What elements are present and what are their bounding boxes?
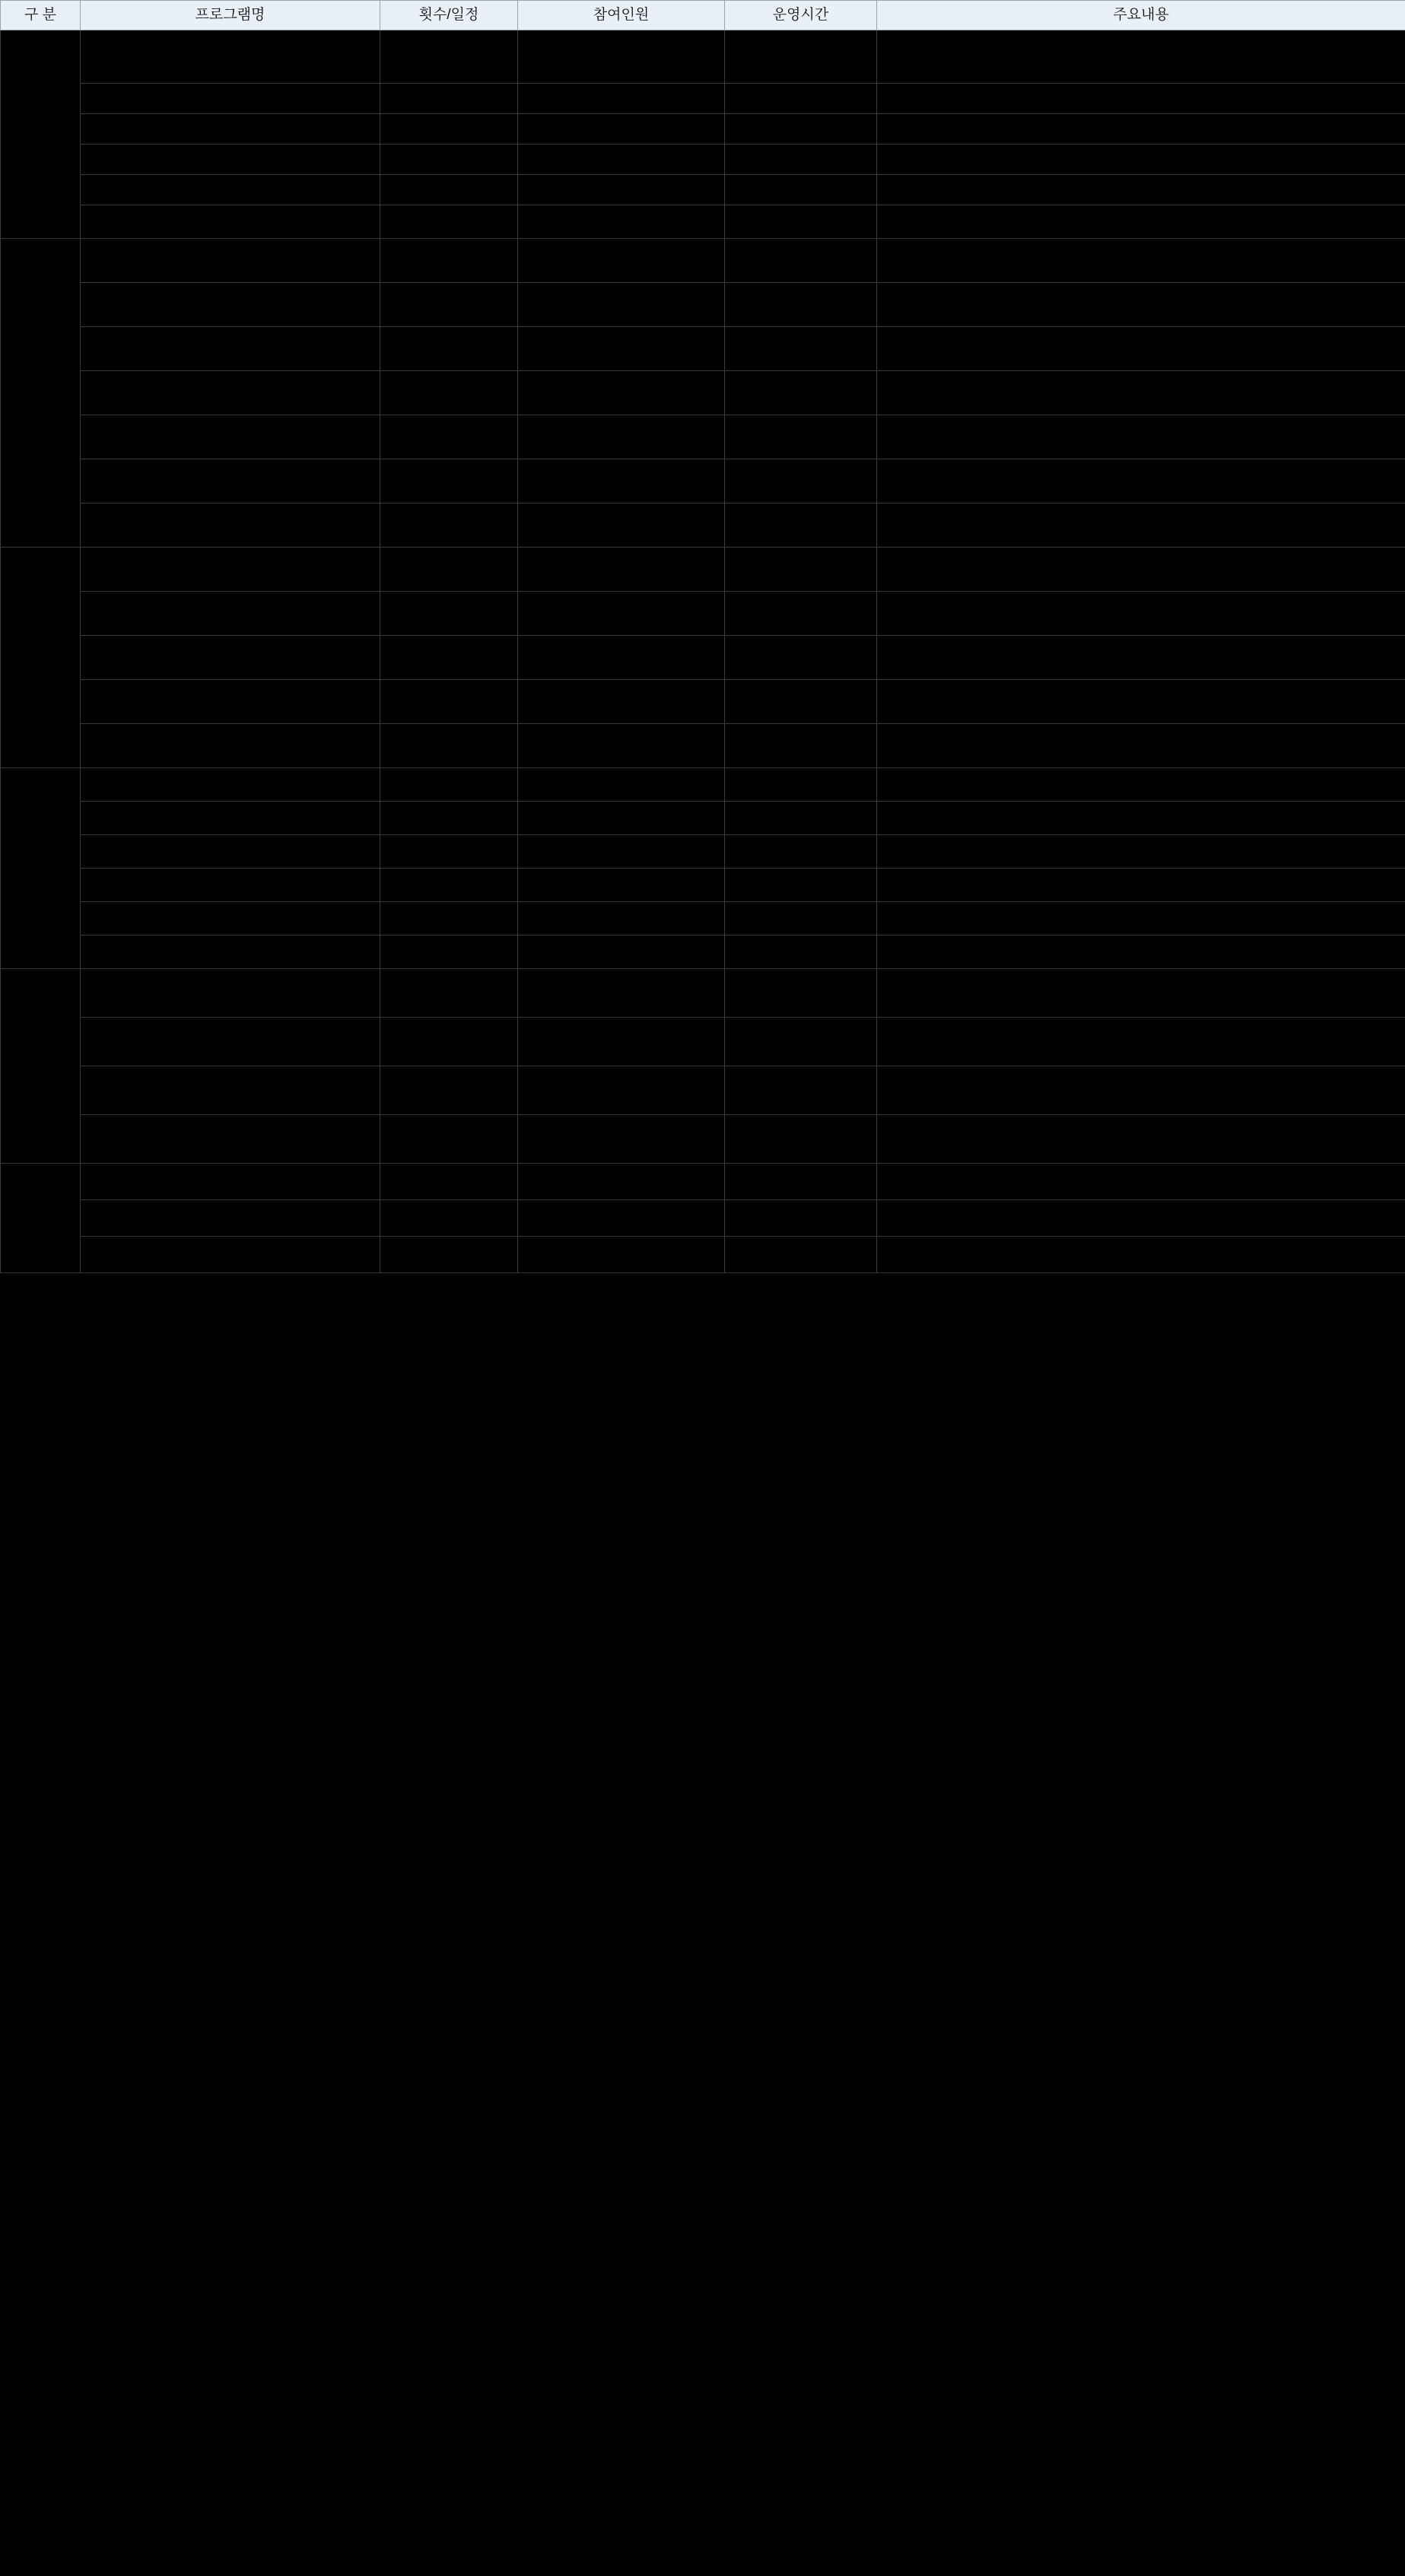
table-row	[1, 1237, 1405, 1273]
program-name-cell	[81, 175, 380, 205]
main-content-cell	[877, 592, 1405, 636]
column-header-main-content: 주요내용	[877, 1, 1405, 30]
table-row	[1, 1164, 1405, 1200]
main-content-cell	[877, 1237, 1405, 1273]
program-name-cell	[81, 30, 380, 84]
main-content-cell	[877, 371, 1405, 415]
program-name-cell	[81, 802, 380, 835]
operating-hours-cell	[725, 902, 877, 935]
count-schedule-cell	[380, 1066, 518, 1115]
participants-cell	[518, 283, 725, 327]
participants-cell	[518, 802, 725, 835]
operating-hours-cell	[725, 145, 877, 175]
operating-hours-cell	[725, 935, 877, 969]
main-content-cell	[877, 935, 1405, 969]
operating-hours-cell	[725, 1066, 877, 1115]
main-content-cell	[877, 459, 1405, 503]
table-row	[1, 459, 1405, 503]
main-content-cell	[877, 802, 1405, 835]
division-cell	[1, 548, 81, 768]
main-content-cell	[877, 239, 1405, 283]
count-schedule-cell	[380, 869, 518, 902]
main-content-cell	[877, 548, 1405, 592]
table-row	[1, 935, 1405, 969]
division-cell	[1, 969, 81, 1164]
participants-cell	[518, 30, 725, 84]
participants-cell	[518, 84, 725, 114]
participants-cell	[518, 969, 725, 1018]
main-content-cell	[877, 175, 1405, 205]
table-body	[1, 30, 1405, 1273]
division-cell	[1, 239, 81, 548]
main-content-cell	[877, 1066, 1405, 1115]
count-schedule-cell	[380, 768, 518, 802]
main-content-cell	[877, 869, 1405, 902]
operating-hours-cell	[725, 84, 877, 114]
count-schedule-cell	[380, 802, 518, 835]
operating-hours-cell	[725, 592, 877, 636]
program-name-cell	[81, 283, 380, 327]
count-schedule-cell	[380, 239, 518, 283]
column-header-count-schedule: 횟수/일정	[380, 1, 518, 30]
program-name-cell	[81, 205, 380, 239]
program-name-cell	[81, 680, 380, 724]
count-schedule-cell	[380, 835, 518, 869]
participants-cell	[518, 415, 725, 459]
operating-hours-cell	[725, 327, 877, 371]
table-row	[1, 205, 1405, 239]
program-name-cell	[81, 114, 380, 145]
participants-cell	[518, 548, 725, 592]
main-content-cell	[877, 114, 1405, 145]
operating-hours-cell	[725, 371, 877, 415]
count-schedule-cell	[380, 636, 518, 680]
table-row	[1, 1200, 1405, 1237]
program-name-cell	[81, 1066, 380, 1115]
participants-cell	[518, 869, 725, 902]
participants-cell	[518, 114, 725, 145]
table-header	[1, 1, 1405, 30]
participants-cell	[518, 1164, 725, 1200]
count-schedule-cell	[380, 1018, 518, 1066]
program-name-cell	[81, 636, 380, 680]
participants-cell	[518, 1237, 725, 1273]
count-schedule-cell	[380, 902, 518, 935]
participants-cell	[518, 592, 725, 636]
operating-hours-cell	[725, 205, 877, 239]
operating-hours-cell	[725, 30, 877, 84]
main-content-cell	[877, 84, 1405, 114]
table-header-row	[1, 1, 1405, 30]
participants-cell	[518, 935, 725, 969]
column-header-program-name: 프로그램명	[81, 1, 380, 30]
participants-cell	[518, 205, 725, 239]
operating-hours-cell	[725, 415, 877, 459]
program-name-cell	[81, 869, 380, 902]
program-name-cell	[81, 592, 380, 636]
operating-hours-cell	[725, 503, 877, 548]
count-schedule-cell	[380, 145, 518, 175]
count-schedule-cell	[380, 503, 518, 548]
program-name-cell	[81, 724, 380, 768]
main-content-cell	[877, 768, 1405, 802]
table-row	[1, 1066, 1405, 1115]
count-schedule-cell	[380, 30, 518, 84]
participants-cell	[518, 835, 725, 869]
participants-cell	[518, 503, 725, 548]
main-content-cell	[877, 283, 1405, 327]
operating-hours-cell	[725, 1018, 877, 1066]
table-row	[1, 592, 1405, 636]
count-schedule-cell	[380, 205, 518, 239]
operating-hours-cell	[725, 283, 877, 327]
main-content-cell	[877, 1115, 1405, 1164]
count-schedule-cell	[380, 283, 518, 327]
participants-cell	[518, 145, 725, 175]
column-header-division: 구 분	[1, 1, 81, 30]
count-schedule-cell	[380, 1237, 518, 1273]
program-name-cell	[81, 548, 380, 592]
main-content-cell	[877, 969, 1405, 1018]
main-content-cell	[877, 327, 1405, 371]
table-row	[1, 114, 1405, 145]
program-name-cell	[81, 145, 380, 175]
participants-cell	[518, 1115, 725, 1164]
operating-hours-cell	[725, 969, 877, 1018]
main-content-cell	[877, 1200, 1405, 1237]
participants-cell	[518, 1018, 725, 1066]
participants-cell	[518, 768, 725, 802]
table-row	[1, 724, 1405, 768]
program-name-cell	[81, 415, 380, 459]
program-name-cell	[81, 768, 380, 802]
program-name-cell	[81, 1018, 380, 1066]
program-name-cell	[81, 1237, 380, 1273]
column-header-operating-hours: 운영시간	[725, 1, 877, 30]
program-table	[0, 0, 1405, 1273]
count-schedule-cell	[380, 459, 518, 503]
operating-hours-cell	[725, 724, 877, 768]
table-row	[1, 768, 1405, 802]
column-header-participants: 참여인원	[518, 1, 725, 30]
operating-hours-cell	[725, 1115, 877, 1164]
program-name-cell	[81, 835, 380, 869]
table-row	[1, 503, 1405, 548]
main-content-cell	[877, 1018, 1405, 1066]
count-schedule-cell	[380, 1115, 518, 1164]
table-row	[1, 969, 1405, 1018]
count-schedule-cell	[380, 969, 518, 1018]
operating-hours-cell	[725, 802, 877, 835]
operating-hours-cell	[725, 869, 877, 902]
table-row	[1, 283, 1405, 327]
division-cell	[1, 768, 81, 969]
division-cell	[1, 30, 81, 239]
operating-hours-cell	[725, 636, 877, 680]
count-schedule-cell	[380, 371, 518, 415]
operating-hours-cell	[725, 114, 877, 145]
table-row	[1, 175, 1405, 205]
count-schedule-cell	[380, 1200, 518, 1237]
operating-hours-cell	[725, 768, 877, 802]
count-schedule-cell	[380, 327, 518, 371]
count-schedule-cell	[380, 415, 518, 459]
main-content-cell	[877, 680, 1405, 724]
count-schedule-cell	[380, 114, 518, 145]
table-row	[1, 1018, 1405, 1066]
participants-cell	[518, 724, 725, 768]
division-cell	[1, 1164, 81, 1273]
program-name-cell	[81, 1164, 380, 1200]
operating-hours-cell	[725, 835, 877, 869]
participants-cell	[518, 327, 725, 371]
table-row	[1, 835, 1405, 869]
table-row	[1, 145, 1405, 175]
main-content-cell	[877, 503, 1405, 548]
program-name-cell	[81, 1115, 380, 1164]
count-schedule-cell	[380, 592, 518, 636]
participants-cell	[518, 902, 725, 935]
table-row	[1, 371, 1405, 415]
main-content-cell	[877, 415, 1405, 459]
table-row	[1, 802, 1405, 835]
count-schedule-cell	[380, 935, 518, 969]
participants-cell	[518, 459, 725, 503]
participants-cell	[518, 175, 725, 205]
program-name-cell	[81, 935, 380, 969]
operating-hours-cell	[725, 1164, 877, 1200]
main-content-cell	[877, 205, 1405, 239]
operating-hours-cell	[725, 680, 877, 724]
program-name-cell	[81, 503, 380, 548]
count-schedule-cell	[380, 548, 518, 592]
program-name-cell	[81, 459, 380, 503]
program-name-cell	[81, 969, 380, 1018]
main-content-cell	[877, 902, 1405, 935]
operating-hours-cell	[725, 1237, 877, 1273]
program-table-container	[0, 0, 1405, 1273]
program-name-cell	[81, 902, 380, 935]
participants-cell	[518, 1200, 725, 1237]
main-content-cell	[877, 1164, 1405, 1200]
participants-cell	[518, 1066, 725, 1115]
operating-hours-cell	[725, 175, 877, 205]
table-row	[1, 327, 1405, 371]
participants-cell	[518, 371, 725, 415]
main-content-cell	[877, 30, 1405, 84]
program-name-cell	[81, 371, 380, 415]
operating-hours-cell	[725, 548, 877, 592]
count-schedule-cell	[380, 175, 518, 205]
program-name-cell	[81, 239, 380, 283]
participants-cell	[518, 636, 725, 680]
table-row	[1, 239, 1405, 283]
table-row	[1, 902, 1405, 935]
participants-cell	[518, 680, 725, 724]
table-row	[1, 1115, 1405, 1164]
table-row	[1, 869, 1405, 902]
table-row	[1, 548, 1405, 592]
main-content-cell	[877, 835, 1405, 869]
program-name-cell	[81, 327, 380, 371]
table-row	[1, 84, 1405, 114]
table-row	[1, 680, 1405, 724]
count-schedule-cell	[380, 84, 518, 114]
main-content-cell	[877, 636, 1405, 680]
table-row	[1, 30, 1405, 84]
count-schedule-cell	[380, 1164, 518, 1200]
count-schedule-cell	[380, 680, 518, 724]
table-row	[1, 636, 1405, 680]
operating-hours-cell	[725, 459, 877, 503]
main-content-cell	[877, 145, 1405, 175]
main-content-cell	[877, 724, 1405, 768]
participants-cell	[518, 239, 725, 283]
count-schedule-cell	[380, 724, 518, 768]
program-name-cell	[81, 1200, 380, 1237]
operating-hours-cell	[725, 1200, 877, 1237]
program-name-cell	[81, 84, 380, 114]
operating-hours-cell	[725, 239, 877, 283]
table-row	[1, 415, 1405, 459]
